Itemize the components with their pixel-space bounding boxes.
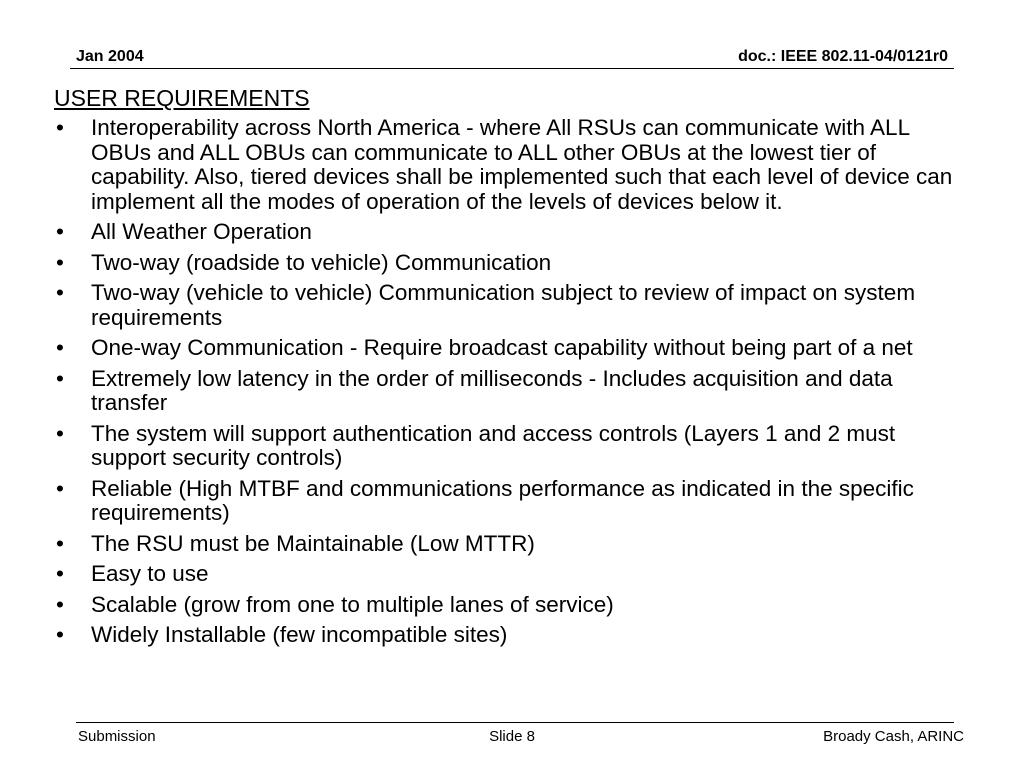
header-rule bbox=[70, 68, 954, 69]
bullet-item bbox=[54, 116, 969, 214]
bullet-dot: • bbox=[56, 280, 64, 305]
bullet-dot: • bbox=[56, 115, 64, 140]
bullet-text: Reliable (High MTBF and communications performance as indicated in the specific requirements) bbox=[91, 475, 914, 525]
header-doc-id: doc.: IEEE 802.11-04/0121r0 bbox=[738, 48, 948, 65]
bullet-text: Easy to use bbox=[91, 561, 209, 586]
bullet-dot: • bbox=[56, 530, 64, 556]
bullet-dot: • bbox=[56, 365, 64, 391]
bullet-text: Interoperability across North America - where All RSUs can communicate with ALL OBUs and ALL OBUs can communicate to ALL other OBUs at the lowest tier of capability. Also, tiered devices shall be implemented such that each level of device can implement all the modes of operation of the levels of devices below it. bbox=[91, 115, 953, 214]
bullet-dot: • bbox=[56, 622, 64, 647]
footer-rule bbox=[76, 722, 954, 723]
bullet-item bbox=[54, 593, 969, 618]
bullet-dot: • bbox=[56, 219, 64, 244]
bullet-dot: • bbox=[56, 335, 64, 360]
bullet-item bbox=[54, 367, 969, 416]
bullet-item bbox=[54, 477, 969, 526]
bullet-dot: • bbox=[56, 249, 64, 275]
bullet-item bbox=[54, 220, 969, 245]
footer-submission: Submission bbox=[78, 728, 156, 745]
bullet-dot: • bbox=[56, 475, 64, 501]
bullet-item bbox=[54, 532, 969, 557]
bullet-dot: • bbox=[56, 420, 64, 446]
bullet-dot: • bbox=[56, 591, 64, 617]
footer-slide-number: Slide 8 bbox=[489, 728, 535, 745]
bullet-item bbox=[54, 336, 969, 361]
bullet-dot: • bbox=[56, 561, 64, 586]
header-date: Jan 2004 bbox=[76, 48, 144, 65]
bullet-item bbox=[54, 623, 969, 648]
bullet-text: The RSU must be Maintainable (Low MTTR) bbox=[91, 530, 535, 556]
bullet-list bbox=[54, 116, 969, 654]
bullet-text: All Weather Operation bbox=[91, 219, 312, 244]
bullet-text: Scalable (grow from one to multiple lanes of service) bbox=[91, 591, 614, 617]
slide-heading: USER REQUIREMENTS bbox=[54, 85, 310, 111]
bullet-item bbox=[54, 281, 969, 330]
bullet-text: One-way Communication - Require broadcast capability without being part of a net bbox=[91, 335, 913, 360]
bullet-text: Widely Installable (few incompatible sites) bbox=[91, 622, 508, 647]
bullet-text: The system will support authentication and access controls (Layers 1 and 2 must support security controls) bbox=[91, 420, 896, 470]
bullet-text: Two-way (roadside to vehicle) Communication bbox=[91, 249, 552, 275]
bullet-item bbox=[54, 251, 969, 276]
bullet-text: Two-way (vehicle to vehicle) Communication subject to review of impact on system requirements bbox=[91, 280, 916, 330]
footer-author: Broady Cash, ARINC bbox=[823, 728, 964, 745]
bullet-item bbox=[54, 422, 969, 471]
bullet-text: Extremely low latency in the order of milliseconds - Includes acquisition and data transfer bbox=[91, 365, 893, 415]
bullet-item bbox=[54, 562, 969, 587]
